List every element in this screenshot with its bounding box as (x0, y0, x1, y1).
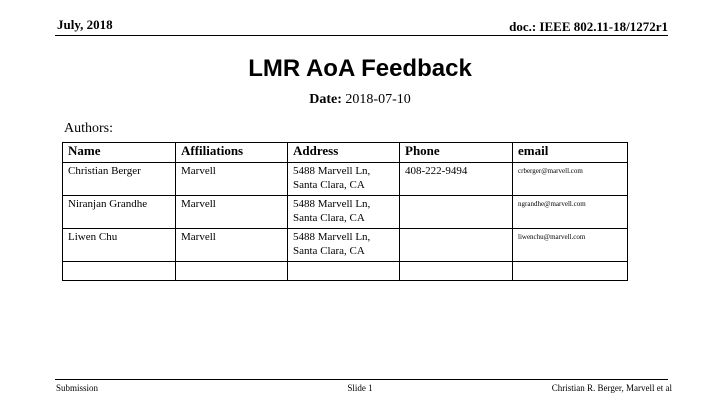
column-header-email: email (513, 143, 628, 163)
cell-phone (400, 229, 513, 262)
address-line-1: 5488 Marvell Ln, (293, 198, 371, 210)
cell-empty (176, 262, 288, 281)
cell-empty (513, 262, 628, 281)
footer-divider (55, 379, 668, 380)
footer-submission: Submission (56, 383, 99, 393)
authors-label: Authors: (64, 121, 113, 136)
cell-affiliation: Marvell (176, 229, 288, 262)
cell-empty (400, 262, 513, 281)
table-row (63, 229, 628, 262)
address-line-1: 5488 Marvell Ln, (293, 165, 371, 177)
cell-empty (288, 262, 400, 281)
cell-address (288, 196, 400, 229)
cell-affiliation: Marvell (176, 196, 288, 229)
address-line-2: Santa Clara, CA (293, 245, 365, 257)
cell-name: Christian Berger (63, 163, 176, 196)
footer-slide-number: Slide 1 (347, 383, 373, 393)
cell-name: Niranjan Grandhe (63, 196, 176, 229)
cell-email: crberger@marvell.com (513, 163, 628, 196)
address-line-2: Santa Clara, CA (293, 179, 365, 191)
header-divider (55, 35, 668, 36)
date-line (0, 92, 720, 108)
table-row-empty (63, 262, 628, 281)
cell-name: Liwen Chu (63, 229, 176, 262)
column-header-phone: Phone (400, 143, 513, 163)
column-header-affiliations: Affiliations (176, 143, 288, 163)
cell-email: ngrandhe@marvell.com (513, 196, 628, 229)
cell-empty (63, 262, 176, 281)
table-row (63, 163, 628, 196)
authors-table (62, 142, 628, 281)
cell-address (288, 229, 400, 262)
column-header-name: Name (63, 143, 176, 163)
cell-phone (400, 196, 513, 229)
date-value: 2018-07-10 (345, 92, 411, 107)
slide-title: LMR AoA Feedback (248, 55, 472, 82)
footer-authors: Christian R. Berger, Marvell et al (551, 383, 672, 393)
date-label: Date: (309, 92, 342, 107)
address-line-2: Santa Clara, CA (293, 212, 365, 224)
cell-address (288, 163, 400, 196)
address-line-1: 5488 Marvell Ln, (293, 231, 371, 243)
cell-phone: 408-222-9494 (400, 163, 513, 196)
table-header-row (63, 143, 628, 163)
cell-email: liwenchu@marvell.com (513, 229, 628, 262)
table-row (63, 196, 628, 229)
cell-affiliation: Marvell (176, 163, 288, 196)
header-doc-id: doc.: IEEE 802.11-18/1272r1 (509, 19, 668, 34)
column-header-address: Address (288, 143, 400, 163)
header-date: July, 2018 (57, 17, 113, 32)
